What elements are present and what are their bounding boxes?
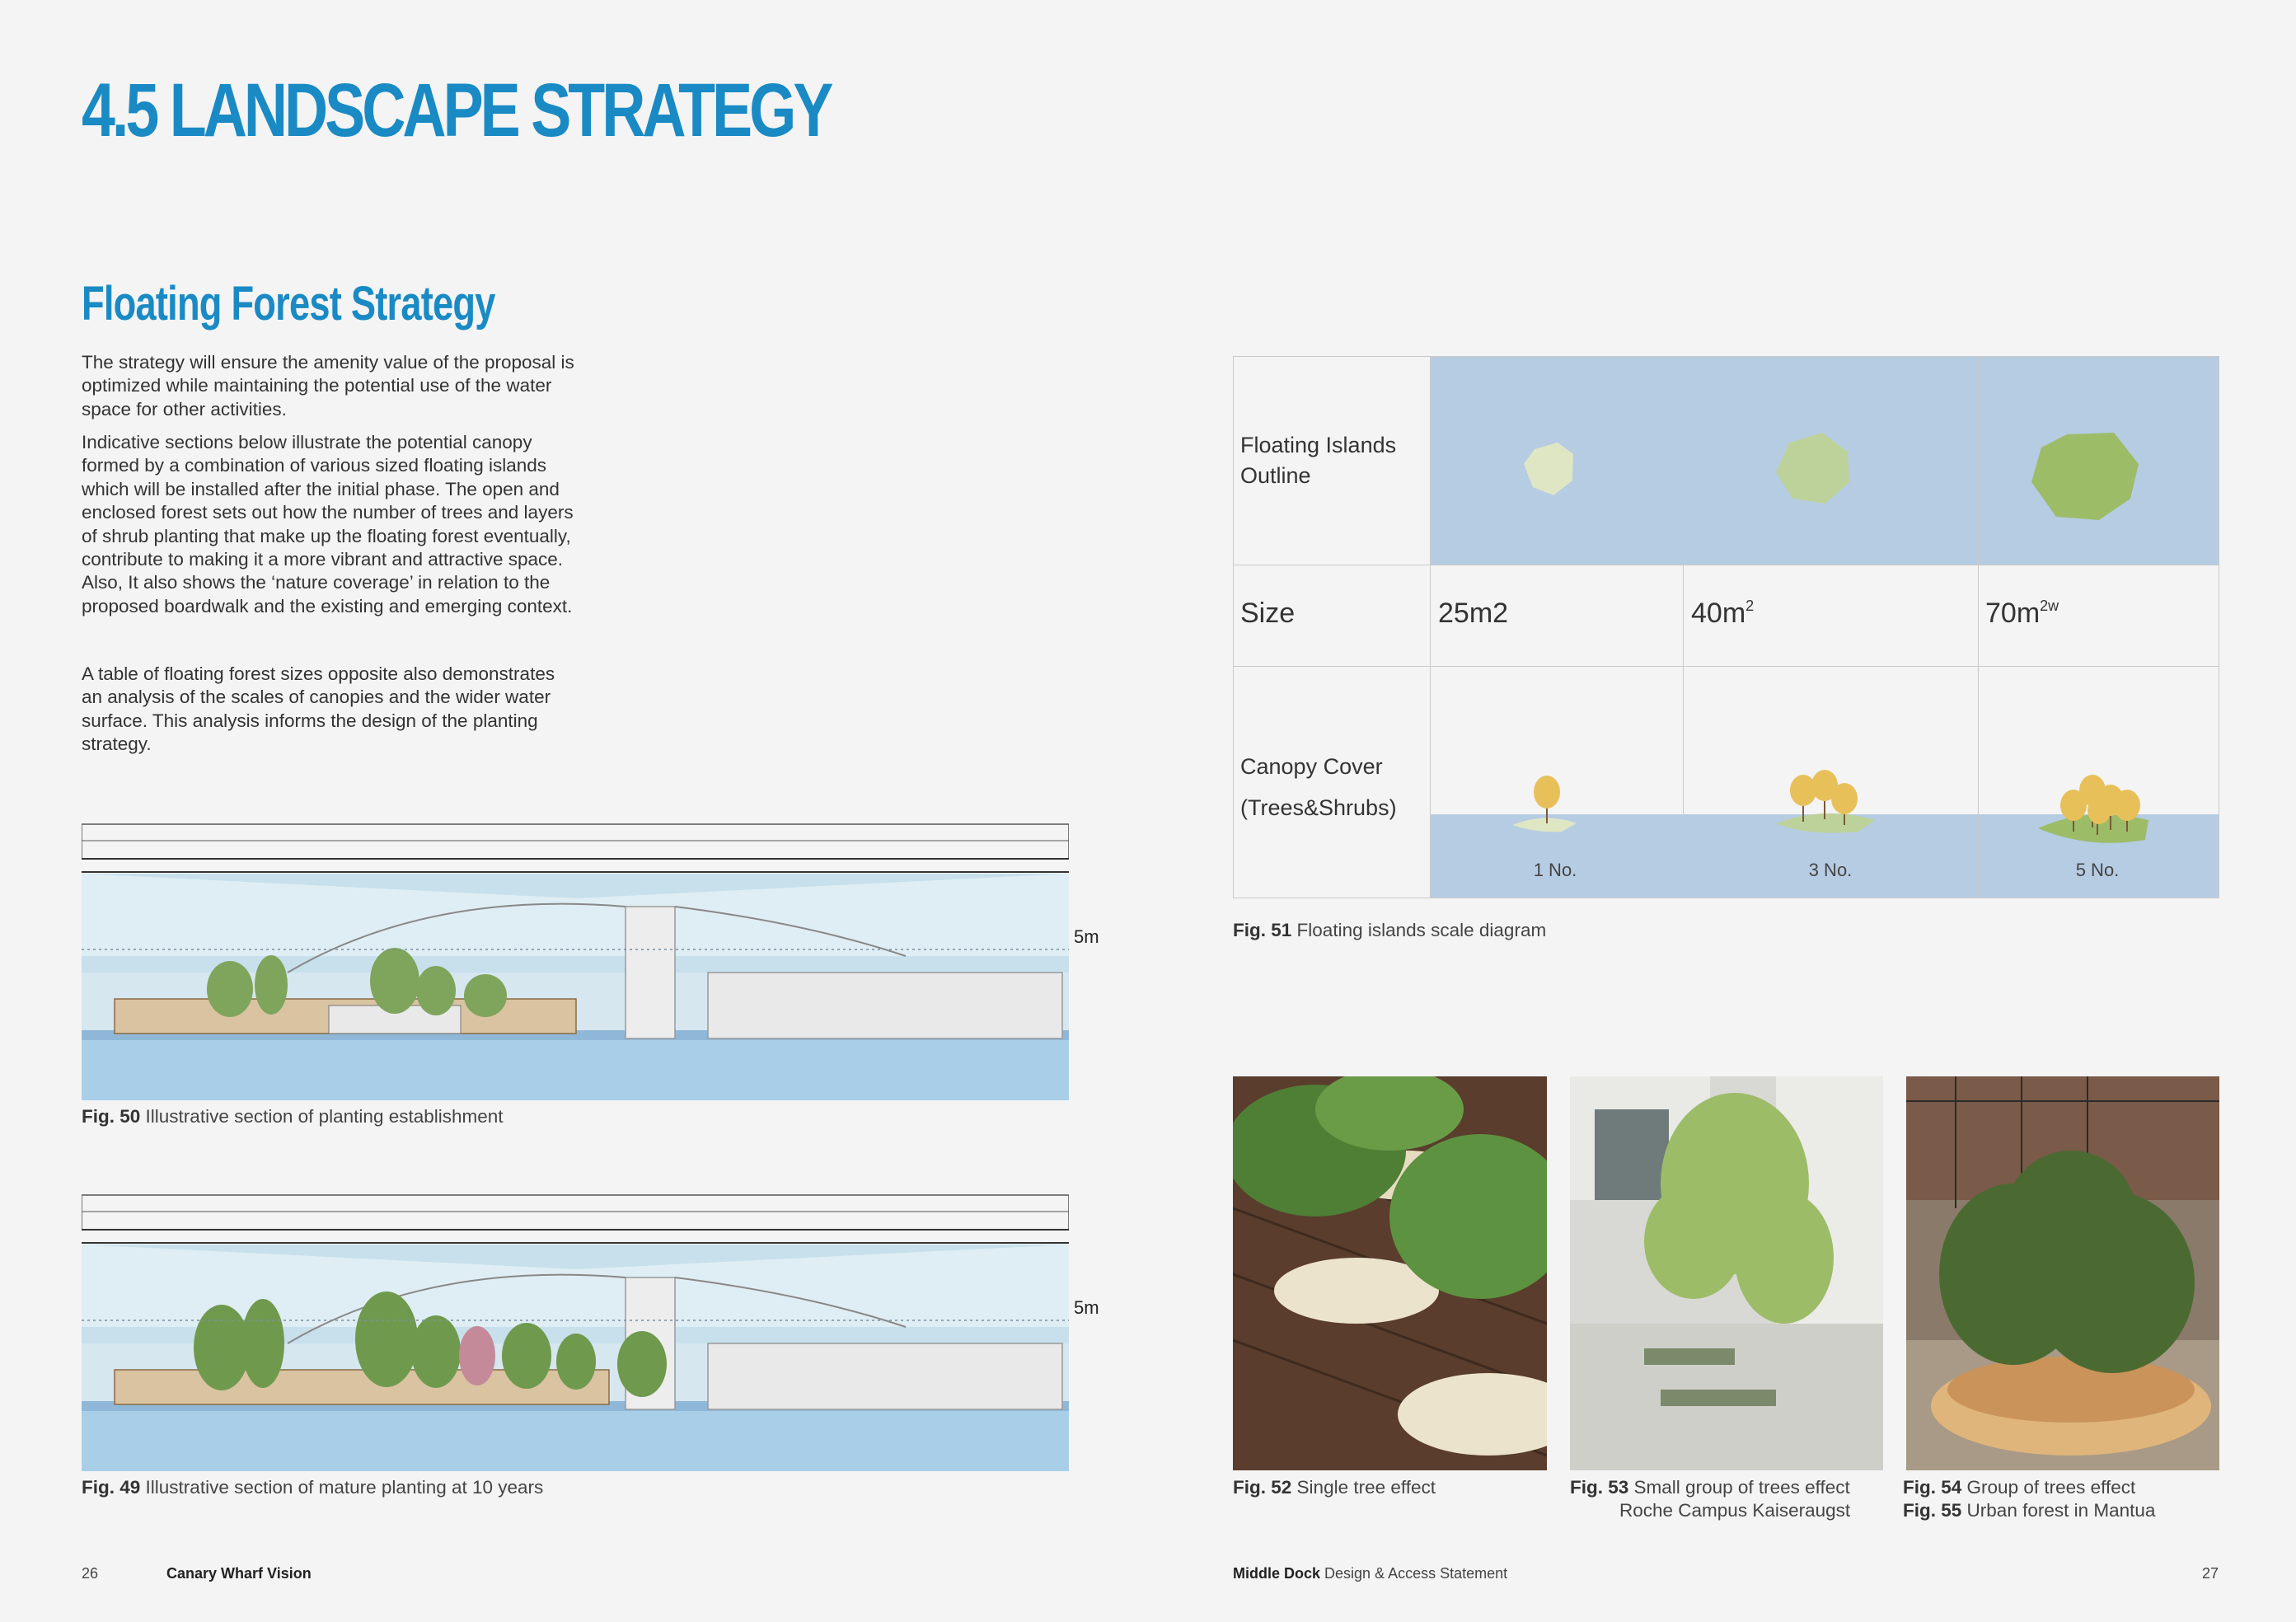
section-drawing-mature-svg <box>82 1187 1069 1471</box>
tree-icon <box>1534 776 1560 809</box>
caption-fig54-number: Fig. 54 <box>1903 1477 1962 1498</box>
caption-fig53 <box>1570 1477 1850 1498</box>
caption-fig49 <box>82 1477 543 1498</box>
photo-small-group-trees <box>1570 1076 1883 1470</box>
caption-fig53-number: Fig. 53 <box>1570 1477 1629 1498</box>
row-label-size: Size <box>1240 598 1296 629</box>
body-paragraph-3: A table of floating forest sizes opposite also demonstrates an analysis of the scales of canopies and the wider water surface. This analysis informs the design of the planting strategy. <box>82 663 555 755</box>
photo-single-tree <box>1233 1076 1547 1470</box>
row-label-canopy <box>1240 746 1397 828</box>
section-drawing-mature <box>82 1187 1069 1471</box>
photo-urban-forest <box>1906 1076 2219 1470</box>
page-title: 4.5 LANDSCAPE STRATEGY <box>82 68 831 152</box>
island-outline-large <box>2031 433 2139 520</box>
size-large-unit: 2w <box>2040 598 2059 614</box>
island-outline-medium <box>1776 433 1849 504</box>
size-medium <box>1691 598 1754 630</box>
section-drawing-svg <box>82 816 1069 1100</box>
size-large <box>1985 598 2059 630</box>
caption-fig53-text: Small group of trees effect <box>1633 1477 1850 1498</box>
footer-title-right-rest: Design & Access Statement <box>1324 1565 1508 1582</box>
caption-fig55-number: Fig. 55 <box>1903 1500 1962 1521</box>
size-small-value: 25m2 <box>1438 598 1509 629</box>
tree-icon <box>2087 796 2111 824</box>
section-title: Floating Forest Strategy <box>82 277 495 330</box>
footer-title-left-text: Canary Wharf Vision <box>166 1565 312 1582</box>
size-small <box>1438 598 1508 630</box>
caption-fig54-text: Group of trees effect <box>1966 1477 2136 1498</box>
island-outline-shapes <box>1430 357 2219 565</box>
caption-fig52-number: Fig. 52 <box>1233 1477 1292 1498</box>
row-label-canopy-line1: Canopy Cover <box>1240 754 1383 779</box>
caption-fig49-number: Fig. 49 <box>82 1477 141 1498</box>
caption-fig51-text: Floating islands scale diagram <box>1296 920 1547 940</box>
caption-fig50 <box>82 1106 504 1127</box>
caption-fig55-text: Urban forest in Mantua <box>1966 1500 2156 1521</box>
dimension-label-5m: 5m <box>1074 926 1099 947</box>
size-medium-unit: 2 <box>1745 598 1755 614</box>
caption-fig50-text: Illustrative section of planting establishment <box>145 1106 504 1127</box>
section-drawing-establishment <box>82 816 1069 1100</box>
size-medium-value: 40m <box>1691 598 1746 629</box>
footer-title-left <box>166 1565 312 1582</box>
body-paragraph-1: The strategy will ensure the amenity value of the proposal is optimized while maintaining the potential use of the water space for other activities. <box>82 352 574 420</box>
count-medium: 3 No. <box>1808 860 1853 880</box>
row-label-canopy-line2: (Trees&Shrubs) <box>1240 795 1397 820</box>
caption-fig51 <box>1233 920 1546 941</box>
footer-title-right-bold: Middle Dock <box>1233 1565 1321 1582</box>
footer-title-right <box>1233 1565 1507 1582</box>
caption-fig53-line2: Roche Campus Kaiseraugst <box>1619 1500 1851 1521</box>
caption-fig52-text: Single tree effect <box>1296 1477 1436 1498</box>
count-large: 5 No. <box>2075 860 2120 880</box>
caption-fig52 <box>1233 1477 1436 1498</box>
caption-fig54 <box>1903 1477 2135 1498</box>
size-large-value: 70m <box>1985 598 2041 629</box>
caption-fig55 <box>1903 1500 2155 1521</box>
footer-page-number-right: 27 <box>2202 1565 2219 1582</box>
floating-islands-table <box>1233 356 2219 898</box>
tree-icon <box>1831 783 1858 814</box>
body-paragraph-2: Indicative sections below illustrate the potential canopy formed by a combination of various sized floating islands which will be installed after the initial phase. The open and enclosed forest sets out how the number of trees and layers of shrub planting that make up the floating forest eventually, contribute to making it a more vibrant and attractive space. Also, It also shows the ‘nature coverage’ in relation to the proposed boardwalk and the existing and emerging context. <box>82 432 574 616</box>
count-small: 1 No. <box>1533 860 1577 880</box>
footer-page-number-left: 26 <box>82 1565 99 1582</box>
caption-fig49-text: Illustrative section of mature planting at 10 years <box>145 1477 544 1498</box>
dimension-label-5m-mature: 5m <box>1074 1297 1099 1318</box>
caption-fig51-number: Fig. 51 <box>1233 920 1292 940</box>
caption-fig50-number: Fig. 50 <box>82 1106 141 1127</box>
row-label-outline-line2: Outline <box>1240 463 1311 488</box>
row-label-outline <box>1240 430 1396 491</box>
tree-icon <box>2114 790 2140 821</box>
row-label-outline-line1: Floating Islands <box>1240 433 1397 457</box>
island-outline-small <box>1524 443 1573 495</box>
